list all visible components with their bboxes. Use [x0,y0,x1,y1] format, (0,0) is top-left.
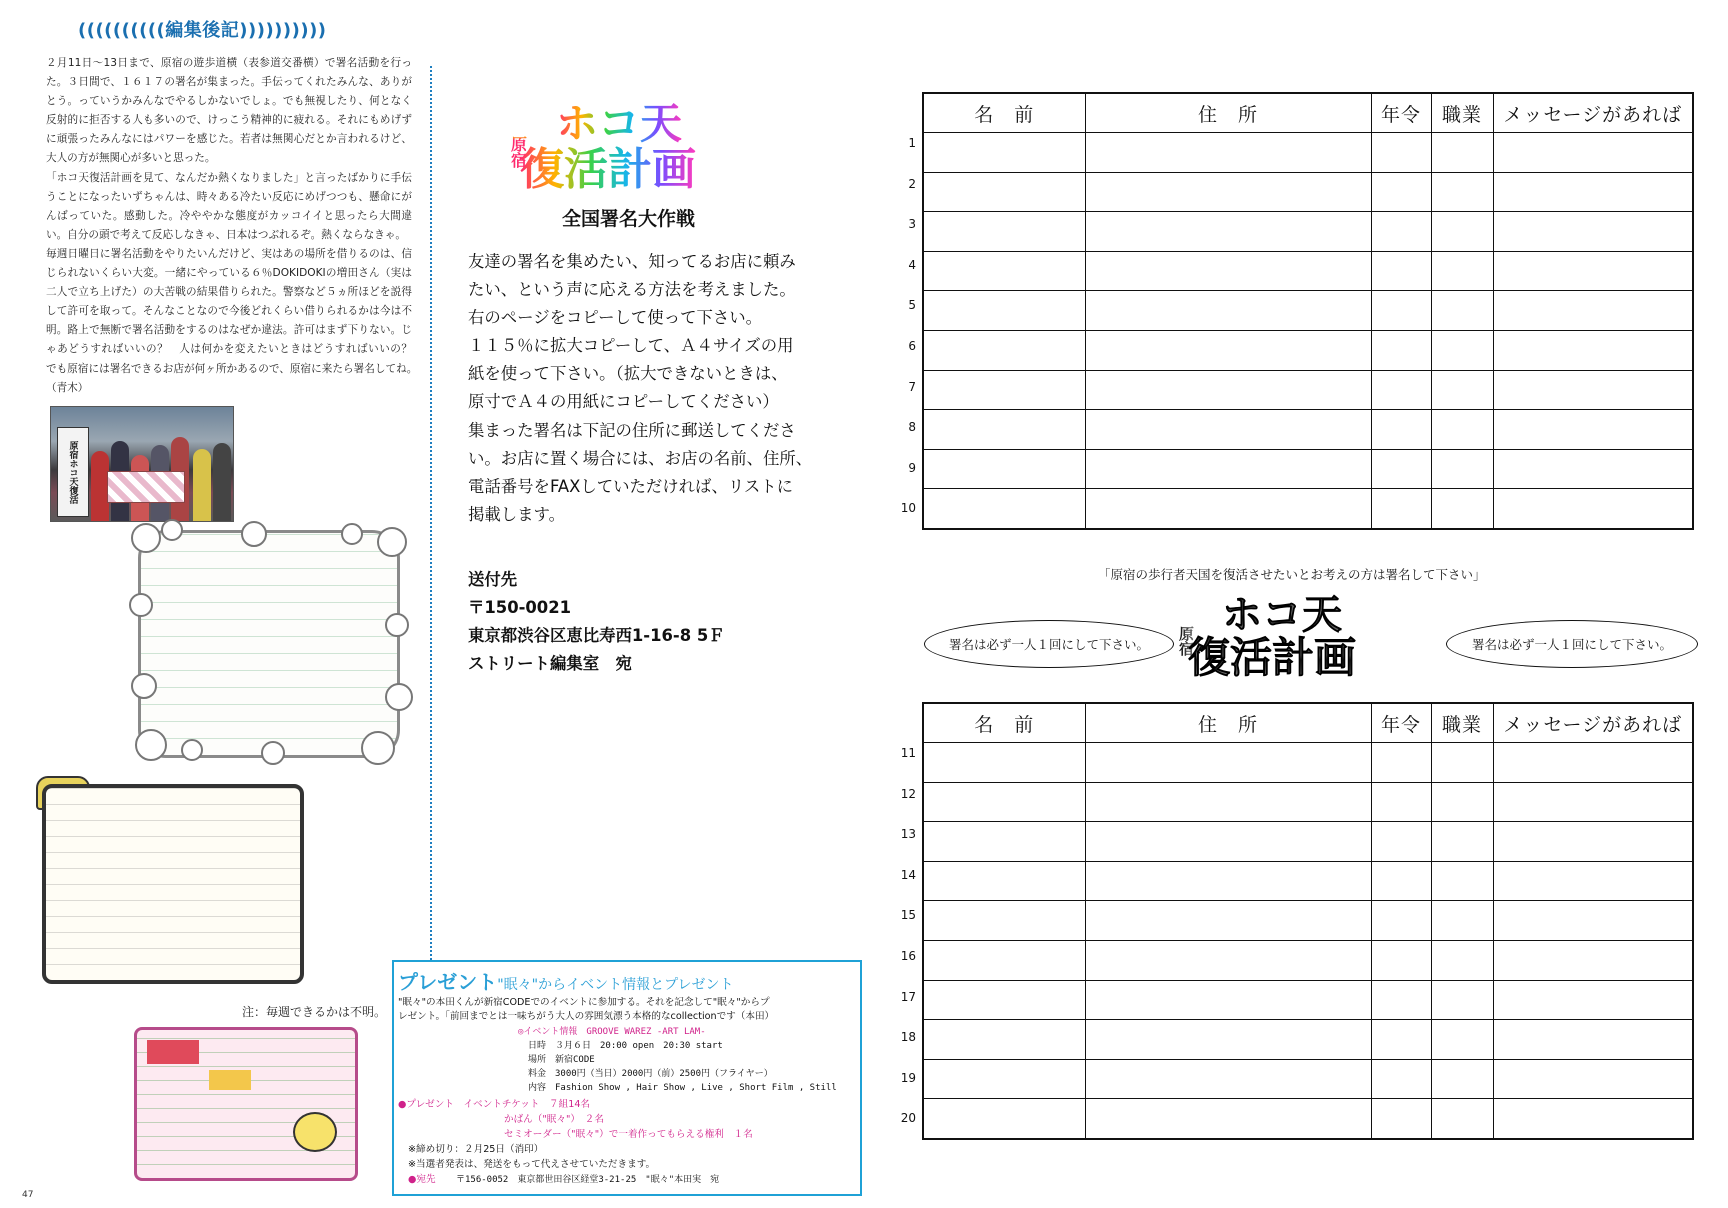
signature-cell-message[interactable] [1493,743,1693,783]
signature-cell-age[interactable] [1371,743,1431,783]
signature-cell-name[interactable] [923,291,1085,331]
signature-cell-message[interactable] [1493,1099,1693,1139]
instruction-line: 右のページをコピーして使って下さい。 [468,308,763,328]
row-number: 12 [900,786,916,801]
row-number: 18 [900,1030,916,1045]
campaign-title: 全国署名大作戦 [562,208,696,230]
event-fee: 料金 3000円（当日）2000円（前）2500円（フライヤー） [528,1069,773,1079]
column-header-age: 年令 [1371,703,1431,743]
row-number: 14 [900,867,916,882]
present-destination: 〒156-0052 東京都世田谷区経堂3-21-25 "眠々"本田実 宛 [456,1175,720,1185]
signature-row [923,489,1693,529]
row-number: 1 [908,136,916,150]
row-number: 16 [900,949,916,963]
signature-cell-message[interactable] [1493,449,1693,489]
signature-cell-age[interactable] [1371,133,1431,173]
signature-cell-name[interactable] [923,861,1085,901]
signature-cell-address[interactable] [1085,133,1371,173]
signature-cell-age[interactable] [1371,980,1431,1020]
signature-cell-message[interactable] [1493,330,1693,370]
signature-row [923,133,1693,173]
signature-cell-occupation[interactable] [1431,449,1493,489]
signature-cell-name[interactable] [923,410,1085,450]
photo-sign: 原宿ホコ天復活 [57,427,89,517]
gift-item: セミオーダー（"眠々"）で一着作ってもらえる権利 １名 [504,1129,753,1140]
weekly-note: 注：毎週できるかは不明。 [242,1005,387,1019]
column-header-address: 住 所 [1085,703,1371,743]
signature-cell-name[interactable] [923,212,1085,252]
signature-cell-age[interactable] [1371,822,1431,862]
signature-cell-name[interactable] [923,743,1085,783]
signature-cell-message[interactable] [1493,251,1693,291]
row-number: 8 [908,420,916,435]
editor-paragraph: 毎週日曜日に署名活動をやりたいんだけど、実はあの場所を借りるのは、信じられないくらい大変。一緒にやっている６％DOKIDOKIの増田さん（実は二人で立ち上げた）の大苦戦の結果借りられた。警察など５ヵ所ほどを説得して許可を取って。そんなことなので今後どれくらい借りられるかは今は不明。路上で無断で署名活動をするのはなぜか違法。許可はまず下りない。じゃあどうすればいいの？ 人は何かを変えたいときはどうすればいいの？ でも原宿には署名できるお店が何ヶ所かあるので、原宿に来たら署名してね。 （青木） [46,247,423,394]
signature-row [923,782,1693,822]
present-intro: レゼント。「前回までとは一味ちがう大人の雰囲気漂う本格的なcollectionです（本田） [398,1011,775,1022]
signature-cell-name[interactable] [923,133,1085,173]
signature-row [923,1059,1693,1099]
signature-cell-age[interactable] [1371,291,1431,331]
column-header-occupation: 職業 [1431,703,1493,743]
signature-cell-address[interactable] [1085,251,1371,291]
hokoten-logo-mono [1177,588,1428,682]
row-number: 9 [908,460,916,475]
instructions-text [468,248,838,529]
column-header-message: メッセージがあれば [1493,703,1693,743]
handwritten-card-note [42,784,304,984]
address-line-1: 東京都渋谷区恵比寿西1-16-8 5Ｆ [468,626,725,645]
signature-cell-name[interactable] [923,370,1085,410]
signature-cell-message[interactable] [1493,980,1693,1020]
signature-cell-address[interactable] [1085,330,1371,370]
poster-tag [209,1070,251,1090]
signature-cell-message[interactable] [1493,940,1693,980]
column-divider [430,66,432,1016]
row-number: 13 [900,827,916,842]
instruction-line: １１５％に拡大コピーして、Ａ４サイズの用 [468,336,794,356]
signature-table-1 [922,92,1694,530]
once-per-person-note-left: 署名は必ず一人１回にして下さい。 [924,620,1174,668]
signature-cell-occupation[interactable] [1431,212,1493,252]
row-number: 2 [908,176,916,191]
signature-cell-message[interactable] [1493,782,1693,822]
signature-cell-name[interactable] [923,251,1085,291]
column-header-name: 名 前 [923,703,1085,743]
signature-cell-occupation[interactable] [1431,489,1493,529]
signature-cell-age[interactable] [1371,782,1431,822]
signature-cell-address[interactable] [1085,1059,1371,1099]
signature-cell-name[interactable] [923,980,1085,1020]
logo-small-text: 原宿 [1177,626,1195,656]
editor-paragraph: ２月11日〜13日まで、原宿の遊歩道横（表参道交番横）で署名活動を行った。３日間で、１６１７の署名が集まった。手伝ってくれたみんな、ありがとう。っていうかみんなでやるしかないでしょ。でも無視したり、何となく反射的に拒否する人も多いので、けっこう精神的に疲れる。それにもめげずに頑張ったみんなにはパワーを感じた。若者は無関心だとか言われるけど、大人の方が無関心が多いと思った。 [46,57,412,165]
signature-cell-message[interactable] [1493,489,1693,529]
signature-cell-age[interactable] [1371,1020,1431,1060]
row-number: 15 [900,908,916,923]
present-announcement: ※当選者発表は、発送をもって代えさせていただきます。 [408,1159,656,1170]
signature-cell-occupation[interactable] [1431,1099,1493,1139]
row-number: 3 [908,217,916,232]
logo-line-1: ホコ天 [1222,592,1342,638]
instruction-line: 友達の署名を集めたい、知ってるお店に頼み [468,252,796,271]
signature-cell-age[interactable] [1371,251,1431,291]
row-number: 10 [900,501,916,516]
signature-cell-address[interactable] [1085,449,1371,489]
signature-row [923,940,1693,980]
signature-cell-occupation[interactable] [1431,940,1493,980]
signature-cell-message[interactable] [1493,822,1693,862]
signature-cell-address[interactable] [1085,822,1371,862]
event-date: 日時 ３月６日 20:00 open 20:30 start [528,1041,723,1051]
signature-cell-address[interactable] [1085,861,1371,901]
signature-cell-message[interactable] [1493,291,1693,331]
present-deadline: ※締め切り：２月25日（消印） [408,1144,544,1155]
handwritten-poster-note [134,1027,358,1181]
signature-cell-age[interactable] [1371,212,1431,252]
signature-cell-address[interactable] [1085,172,1371,212]
signature-table-2 [922,702,1694,1140]
logo-line-1: ホコ天 [556,99,683,148]
signature-cell-name[interactable] [923,172,1085,212]
row-number: 20 [900,1111,916,1126]
column-header-message: メッセージがあれば [1493,93,1693,133]
signature-cell-occupation[interactable] [1431,1020,1493,1060]
signature-cell-message[interactable] [1493,172,1693,212]
signature-cell-age[interactable] [1371,172,1431,212]
signature-cell-address[interactable] [1085,370,1371,410]
signature-cell-age[interactable] [1371,861,1431,901]
signature-row [923,291,1693,331]
signature-cell-age[interactable] [1371,1099,1431,1139]
signature-cell-name[interactable] [923,940,1085,980]
signature-cell-name[interactable] [923,449,1085,489]
signature-cell-age[interactable] [1371,449,1431,489]
signature-cell-occupation[interactable] [1431,782,1493,822]
row-number: 6 [908,339,916,353]
event-info-label: ◎イベント情報 GROOVE WAREZ -ART LAM- [518,1027,706,1037]
signature-cell-address[interactable] [1085,1099,1371,1139]
hokoten-logo-color [508,96,774,195]
logo-line-2: 復活計画 [1188,633,1357,682]
signature-cell-message[interactable] [1493,1059,1693,1099]
signature-cell-occupation[interactable] [1431,901,1493,941]
signature-cell-message[interactable] [1493,370,1693,410]
instruction-line: 掲載します。 [468,504,566,524]
signature-cell-address[interactable] [1085,291,1371,331]
signature-cell-occupation[interactable] [1431,410,1493,450]
signature-cell-occupation[interactable] [1431,133,1493,173]
present-title [398,966,734,995]
signature-cell-address[interactable] [1085,1020,1371,1060]
signature-cell-age[interactable] [1371,940,1431,980]
signature-row [923,330,1693,370]
signature-cell-name[interactable] [923,901,1085,941]
column-header-occupation: 職業 [1431,93,1493,133]
row-number: 4 [908,257,916,272]
instruction-line: 原寸でＡ４の用紙にコピーしてください） [468,392,779,412]
instruction-line: 紙を使って下さい。（拡大できないときは、 [468,364,788,384]
signature-cell-address[interactable] [1085,782,1371,822]
column-header-address: 住 所 [1085,93,1371,133]
row-number: 17 [900,989,916,1004]
event-content: 内容 Fashion Show , Hair Show , Live , Short Film , Still [528,1083,837,1093]
signature-request: 「原宿の歩行者天国を復活させたいとお考えの方は署名して下さい」 [1098,567,1486,582]
once-per-person-note-right: 署名は必ず一人１回にして下さい。 [1446,620,1698,668]
address-line-2: ストリート編集室 宛 [468,654,632,673]
signature-cell-age[interactable] [1371,330,1431,370]
signature-cell-message[interactable] [1493,133,1693,173]
instruction-line: 電話番号をFAXしていただければ、リストに [468,476,794,496]
signature-cell-name[interactable] [923,330,1085,370]
signature-cell-address[interactable] [1085,489,1371,529]
present-title-big: プレゼント [398,970,498,994]
campaign-photo [50,406,234,522]
signature-cell-name[interactable] [923,1059,1085,1099]
signature-cell-message[interactable] [1493,410,1693,450]
signature-cell-occupation[interactable] [1431,251,1493,291]
instruction-line: 集まった署名は下記の住所に郵送してくださ [468,420,796,440]
signature-row [923,822,1693,862]
event-place: 場所 新宿CODE [528,1055,595,1065]
signature-cell-address[interactable] [1085,743,1371,783]
signature-cell-message[interactable] [1493,901,1693,941]
editor-notes-heading: ((((((((((編集後記)))))))))) [78,20,327,41]
logo-line-2: 復活計画 [520,144,696,195]
signature-cell-message[interactable] [1493,212,1693,252]
signature-row [923,449,1693,489]
signature-row [923,980,1693,1020]
column-header-age: 年令 [1371,93,1431,133]
signature-row [923,901,1693,941]
signature-cell-address[interactable] [1085,940,1371,980]
column-header-name: 名 前 [923,93,1085,133]
signature-row [923,743,1693,783]
signature-row [923,861,1693,901]
signature-cell-message[interactable] [1493,1020,1693,1060]
signature-cell-age[interactable] [1371,370,1431,410]
signature-cell-age[interactable] [1371,901,1431,941]
signature-cell-name[interactable] [923,489,1085,529]
signature-cell-name[interactable] [923,1020,1085,1060]
signature-row [923,1099,1693,1139]
signature-row [923,1020,1693,1060]
smiley-face-icon [293,1112,337,1152]
signature-row [923,172,1693,212]
signature-cell-address[interactable] [1085,980,1371,1020]
signature-cell-occupation[interactable] [1431,291,1493,331]
signature-cell-occupation[interactable] [1431,980,1493,1020]
page-number: 47 [22,1190,34,1200]
signature-cell-message[interactable] [1493,861,1693,901]
signature-cell-age[interactable] [1371,489,1431,529]
handwritten-bubble-note [138,530,400,758]
signature-cell-address[interactable] [1085,410,1371,450]
editor-notes-body [46,54,423,398]
signature-cell-address[interactable] [1085,212,1371,252]
present-intro: "眠々"の本田くんが新宿CODEでのイベントに参加する。それを記念して"眠々"からプ [398,997,770,1008]
row-number: 19 [900,1070,916,1085]
row-number: 7 [908,379,916,394]
row-number: 5 [908,298,916,313]
signature-cell-occupation[interactable] [1431,330,1493,370]
address-postal-code: 〒150-0021 [468,598,572,617]
signature-cell-occupation[interactable] [1431,1059,1493,1099]
row-number: 11 [900,746,916,760]
signature-cell-occupation[interactable] [1431,822,1493,862]
gift-item: ●プレゼント イベントチケット ７組14名 [398,1099,591,1110]
signature-cell-address[interactable] [1085,901,1371,941]
photo-banner [107,471,185,503]
poster-tag [147,1040,199,1064]
signature-row [923,212,1693,252]
signature-cell-name[interactable] [923,1099,1085,1139]
present-title-small: "眠々"からイベント情報とプレゼント [497,977,734,993]
signature-cell-occupation[interactable] [1431,172,1493,212]
signature-cell-occupation[interactable] [1431,370,1493,410]
editor-paragraph: 「ホコ天復活計画を見て、なんだか熱くなりました」と言ったばかりに手伝うことになったいずちゃんは、時々ある冷たい反応にめげつつも、懸命にがんばっていた。感動した。冷ややかな態度がカッコイイと思ったら大間違い。自分の頭で考えて反応しなきゃ、日本はつぶれるぞ。熱くならなきゃ。 [46,171,412,241]
instruction-line: い。お店に置く場合には、お店の名前、住所、 [468,448,813,468]
signature-cell-name[interactable] [923,782,1085,822]
signature-cell-age[interactable] [1371,1059,1431,1099]
signature-row [923,370,1693,410]
signature-cell-name[interactable] [923,822,1085,862]
address-label: 送付先 [468,570,518,589]
signature-row [923,410,1693,450]
signature-cell-occupation[interactable] [1431,743,1493,783]
instruction-line: たい、という声に応える方法を考えました。 [468,280,796,300]
present-destination-label: ●宛先 [408,1174,436,1185]
signature-cell-occupation[interactable] [1431,861,1493,901]
signature-row [923,251,1693,291]
gift-item: かばん（"眠々"） ２名 [504,1114,604,1125]
signature-cell-age[interactable] [1371,410,1431,450]
logo-small-text: 原宿 [508,136,528,168]
